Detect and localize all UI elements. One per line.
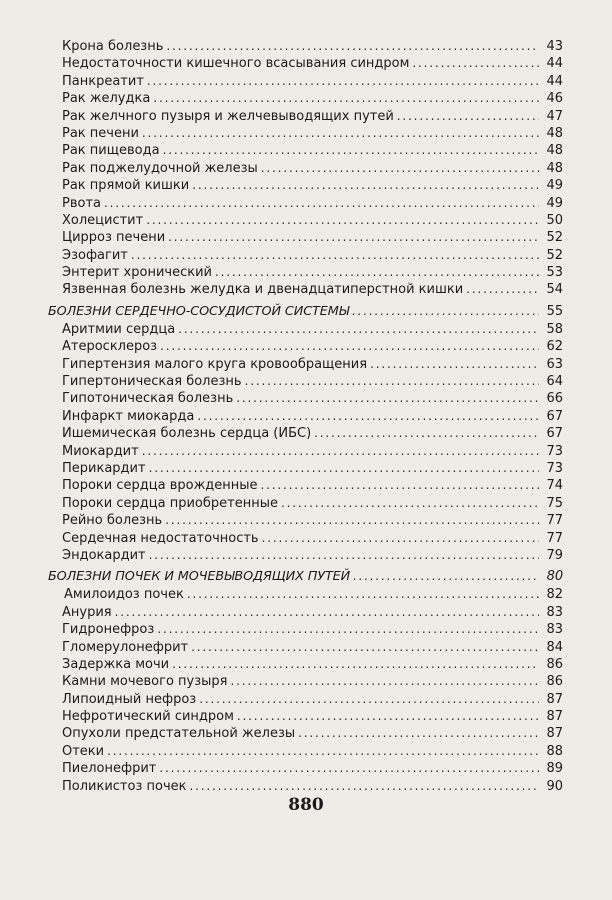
entry-title: Панкреатит	[62, 73, 144, 89]
toc-entry	[48, 38, 563, 55]
dot-leader	[397, 108, 539, 125]
toc-entry	[48, 229, 563, 246]
dot-leader	[146, 212, 539, 229]
entry-page-number: 48	[546, 143, 563, 159]
section-title: БОЛЕЗНИ ПОЧЕК И МОЧЕВЫВОДЯЩИХ ПУТЕЙ	[48, 569, 351, 585]
entry-page-number: 62	[546, 339, 563, 355]
entry-title: Пиелонефрит	[62, 761, 157, 777]
entry-page-number: 52	[546, 247, 563, 263]
toc-entry	[48, 708, 563, 725]
dot-leader	[147, 73, 539, 90]
entry-title: Гипертензия малого круга кровообращения	[62, 356, 368, 372]
toc-entry	[48, 639, 563, 656]
dot-leader	[163, 142, 539, 159]
entry-page-number: 46	[546, 91, 563, 107]
entry-title: Рак поджелудочной железы	[62, 160, 258, 176]
entry-title: Гломерулонефрит	[62, 639, 189, 655]
entry-title: Гипертоническая болезнь	[62, 374, 242, 390]
entry-page-number: 83	[546, 604, 563, 620]
toc-entry	[48, 460, 563, 477]
entry-page-number: 58	[546, 321, 563, 337]
entry-title: Эндокардит	[62, 547, 146, 563]
entry-title: Холецистит	[62, 212, 144, 228]
entry-page-number: 88	[546, 743, 563, 759]
entry-title: Крона болезнь	[62, 39, 164, 54]
entry-title: Недостаточности кишечного всасывания синдром	[62, 56, 410, 72]
dot-leader	[197, 408, 539, 425]
dot-leader	[157, 621, 539, 638]
entry-title: Гипотоническая болезнь	[62, 391, 234, 407]
entry-page-number: 74	[546, 478, 563, 494]
entry-title: Гидронефроз	[62, 622, 155, 638]
entry-page-number: 84	[546, 639, 563, 655]
entry-page-number: 89	[546, 761, 563, 777]
entry-page-number: 87	[546, 709, 563, 725]
dot-leader	[466, 281, 539, 298]
entry-page-number: 48	[546, 125, 563, 141]
toc-entry	[48, 495, 563, 512]
section-title: БОЛЕЗНИ СЕРДЕЧНО-СОСУДИСТОЙ СИСТЕМЫ	[48, 303, 350, 319]
entry-page-number: 83	[546, 622, 563, 638]
entry-title: Перикардит	[62, 460, 146, 476]
toc-entry	[48, 338, 563, 355]
entry-title: Задержка мочи	[62, 656, 170, 672]
entry-page-number: 90	[546, 778, 563, 794]
toc-entry	[48, 73, 563, 90]
dot-leader	[370, 356, 539, 373]
entry-page-number: 79	[546, 547, 563, 563]
toc-entry	[48, 281, 563, 298]
dot-leader	[165, 512, 539, 529]
entry-page-number: 43	[546, 39, 563, 54]
dot-leader	[353, 566, 539, 586]
dot-leader	[314, 425, 539, 442]
dot-leader	[142, 125, 539, 142]
entry-title: Рак прямой кишки	[62, 178, 190, 194]
toc-entry	[48, 604, 563, 621]
entry-page-number: 77	[546, 530, 563, 546]
entry-title: Нефротический синдром	[62, 709, 234, 725]
dot-leader	[149, 460, 539, 477]
toc-entry	[48, 778, 563, 795]
dot-leader	[178, 321, 539, 338]
entry-title: Поликистоз почек	[62, 778, 187, 794]
toc-entry	[48, 760, 563, 777]
toc-entry	[48, 195, 563, 212]
toc-entry	[48, 212, 563, 229]
toc-entry	[48, 673, 563, 690]
entry-page-number: 67	[546, 426, 563, 442]
entry-title: Атеросклероз	[62, 339, 158, 355]
toc-entry	[48, 125, 563, 142]
entry-page-number: 48	[546, 160, 563, 176]
entry-page-number: 86	[546, 656, 563, 672]
dot-leader	[168, 229, 539, 246]
entry-page-number: 82	[546, 587, 563, 603]
dot-leader	[412, 55, 539, 72]
entry-title: Рвота	[62, 195, 101, 211]
toc-entry	[48, 264, 563, 281]
entry-title: Отеки	[62, 743, 105, 759]
entry-title: Рак пищевода	[62, 143, 160, 159]
entry-page-number: 64	[546, 374, 563, 390]
dot-leader	[262, 530, 539, 547]
toc-entry	[48, 321, 563, 338]
entry-page-number: 47	[546, 108, 563, 124]
toc-entry	[48, 743, 563, 760]
toc-entry	[48, 691, 563, 708]
toc-entry	[48, 108, 563, 125]
dot-leader	[237, 708, 539, 725]
dot-leader	[166, 38, 539, 55]
entry-title: Цирроз печени	[62, 230, 166, 246]
dot-leader	[352, 301, 539, 321]
entry-page-number: 75	[546, 495, 563, 511]
entry-title: Липоидный нефроз	[62, 691, 197, 707]
dot-leader	[149, 547, 539, 564]
entry-title: Опухоли предстательной железы	[62, 726, 296, 742]
entry-page-number: 49	[546, 195, 563, 211]
dot-leader	[190, 778, 540, 795]
toc-entry	[48, 586, 563, 603]
toc-entry	[48, 142, 563, 159]
toc-section-heading	[48, 566, 563, 586]
dot-leader	[160, 338, 539, 355]
dot-leader	[236, 390, 539, 407]
section-page-number: 55	[546, 303, 563, 319]
toc-entry	[48, 512, 563, 529]
toc-entry	[48, 656, 563, 673]
toc-entry	[48, 425, 563, 442]
entry-page-number: 73	[546, 443, 563, 459]
entry-title: Пороки сердца приобретенные	[62, 495, 278, 511]
toc-entry	[48, 390, 563, 407]
entry-page-number: 44	[546, 56, 563, 72]
table-of-contents	[48, 38, 563, 795]
dot-leader	[159, 760, 539, 777]
entry-page-number: 52	[546, 230, 563, 246]
entry-title: Энтерит хронический	[62, 265, 212, 281]
dot-leader	[104, 195, 539, 212]
entry-page-number: 87	[546, 726, 563, 742]
toc-entry	[48, 725, 563, 742]
dot-leader	[142, 443, 539, 460]
toc-section-heading	[48, 301, 563, 321]
dot-leader	[131, 247, 539, 264]
dot-leader	[172, 656, 539, 673]
entry-page-number: 86	[546, 674, 563, 690]
entry-title: Миокардит	[62, 443, 139, 459]
entry-title: Сердечная недостаточность	[62, 530, 259, 546]
dot-leader	[199, 691, 539, 708]
toc-entry	[48, 177, 563, 194]
section-page-number: 80	[546, 569, 563, 585]
entry-page-number: 44	[546, 73, 563, 89]
entry-page-number: 77	[546, 513, 563, 529]
entry-title: Ишемическая болезнь сердца (ИБС)	[62, 426, 312, 442]
dot-leader	[107, 743, 539, 760]
entry-title: Рак печени	[62, 125, 139, 141]
entry-title: Анурия	[62, 604, 112, 620]
entry-page-number: 67	[546, 408, 563, 424]
entry-page-number: 50	[546, 212, 563, 228]
toc-entry	[48, 90, 563, 107]
toc-entry	[48, 373, 563, 390]
dot-leader	[245, 373, 539, 390]
entry-title: Амилоидоз почек	[64, 587, 184, 603]
dot-leader	[231, 673, 540, 690]
dot-leader	[261, 477, 539, 494]
entry-title: Язвенная болезнь желудка и двенадцатиперстной кишки	[62, 282, 464, 298]
toc-entry	[48, 160, 563, 177]
toc-entry	[48, 621, 563, 638]
entry-page-number: 54	[546, 282, 563, 298]
entry-title: Камни мочевого пузыря	[62, 674, 228, 690]
toc-entry	[48, 443, 563, 460]
toc-entry	[48, 408, 563, 425]
dot-leader	[192, 177, 539, 194]
toc-entry	[48, 55, 563, 72]
toc-entry	[48, 477, 563, 494]
entry-page-number: 63	[546, 356, 563, 372]
toc-entry	[48, 547, 563, 564]
dot-leader	[187, 586, 539, 603]
dot-leader	[261, 160, 539, 177]
entry-page-number: 73	[546, 460, 563, 476]
toc-entry	[48, 247, 563, 264]
dot-leader	[153, 90, 539, 107]
toc-entry	[48, 530, 563, 547]
dot-leader	[298, 725, 539, 742]
entry-page-number: 66	[546, 391, 563, 407]
toc-entry	[48, 356, 563, 373]
entry-page-number: 87	[546, 691, 563, 707]
dot-leader	[115, 604, 539, 621]
entry-title: Эзофагит	[62, 247, 128, 263]
entry-page-number: 53	[546, 265, 563, 281]
entry-title: Рак желудка	[62, 91, 151, 107]
dot-leader	[191, 639, 539, 656]
entry-title: Рак желчного пузыря и желчевыводящих путей	[62, 108, 394, 124]
entry-page-number: 49	[546, 178, 563, 194]
entry-title: Инфаркт миокарда	[62, 408, 195, 424]
dot-leader	[281, 495, 539, 512]
entry-title: Пороки сердца врожденные	[62, 478, 258, 494]
dot-leader	[215, 264, 539, 281]
entry-title: Рейно болезнь	[62, 513, 163, 529]
page-number: 880	[288, 795, 324, 815]
entry-title: Аритмии сердца	[62, 321, 176, 337]
